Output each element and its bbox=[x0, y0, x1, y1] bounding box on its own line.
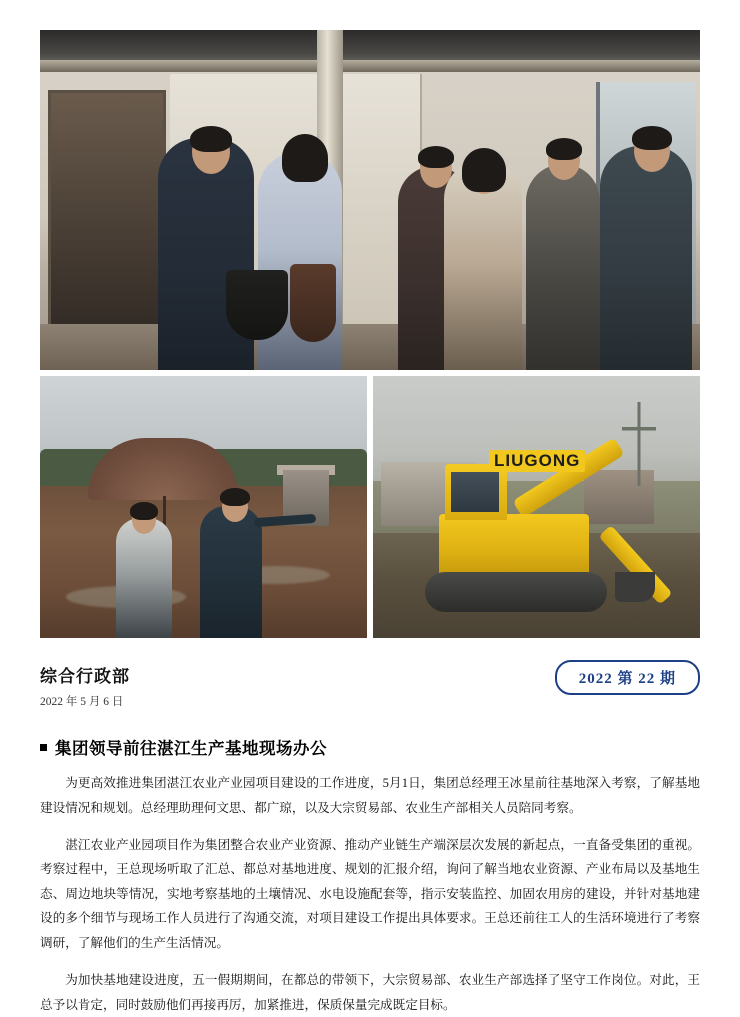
person-5-hair bbox=[546, 138, 582, 160]
photo-field-survey bbox=[40, 376, 367, 638]
article-paragraph-2: 湛江农业产业园项目作为集团整合农业产业资源、推动产业链生产端深层次发展的新起点，一直备受集团的重视。考察过程中，王总现场听取了汇总、都总对基地进度、规划的汇报介绍，询问了解当地农业资源、产业布局以及基地生态、周边地块等情况，实地考察基地的土壤情况、水电设施配套等，指示安装监控、加固农用房的建设，并针对基地建设的多个细节与现场工作人员进行了沟通交流，对项目建设工作提出具体要求。王总还前往工人的生活环境进行了考察调研，了解他们的生产生活情况。 bbox=[40, 837, 700, 950]
photo-excavator bbox=[373, 376, 700, 638]
bullet-square-icon bbox=[40, 744, 47, 751]
person-3-hair bbox=[418, 146, 454, 168]
excavator-body bbox=[439, 514, 589, 576]
person-6-hair bbox=[632, 126, 672, 150]
excavator-track bbox=[425, 572, 607, 612]
masthead-row bbox=[40, 660, 700, 709]
window-left bbox=[48, 90, 166, 346]
power-pylon bbox=[622, 402, 656, 486]
article-headline bbox=[40, 735, 700, 759]
surveyor-1-hair bbox=[130, 502, 158, 520]
photo-team-meeting bbox=[40, 30, 700, 370]
article-headline-text: 集团领导前往湛江生产基地现场办公 bbox=[55, 739, 327, 758]
ceiling bbox=[40, 30, 700, 64]
photo-row-bottom bbox=[40, 376, 700, 638]
surveyor-2-hair bbox=[220, 488, 250, 506]
surveyor-1 bbox=[116, 518, 172, 638]
excavator-cab-window bbox=[451, 472, 499, 512]
article-paragraph-3: 为加快基地建设进度，五一假期期间，在都总的带领下，大宗贸易部、农业生产部选择了坚守工作岗位。对此，王总予以肯定，同时鼓励他们再接再厉，加紧推进，保质保量完成既定目标。 bbox=[40, 973, 700, 1012]
publish-date: 2022 年 5 月 6 日 bbox=[40, 696, 124, 708]
person-1-hair bbox=[190, 126, 232, 152]
issue-badge: 2022 第 22 期 bbox=[555, 660, 700, 695]
umbrella-held-2 bbox=[290, 264, 336, 342]
photo-gallery bbox=[40, 30, 700, 638]
person-4-hair bbox=[462, 148, 506, 192]
excavator-bucket bbox=[615, 572, 655, 602]
department-name: 综合行政部 bbox=[40, 667, 130, 686]
person-6 bbox=[600, 146, 692, 370]
article bbox=[40, 735, 700, 1017]
excavator-brand-label: LIUGONG bbox=[489, 450, 585, 472]
surveyor-2 bbox=[200, 506, 262, 638]
person-2-hair bbox=[282, 134, 328, 182]
ceiling-beam-horizontal bbox=[40, 60, 700, 72]
article-paragraph-1: 为更高效推进集团湛江农业产业园项目建设的工作进度，5月1日，集团总经理王冰星前往基地深入考察，了解基地建设情况和规划。总经理助理何文思、都广琼，以及大宗贸易部、农业生产部相关人员陪同考察。 bbox=[40, 776, 700, 815]
person-5 bbox=[526, 164, 600, 370]
department-block bbox=[40, 660, 130, 709]
umbrella-held bbox=[226, 270, 288, 340]
